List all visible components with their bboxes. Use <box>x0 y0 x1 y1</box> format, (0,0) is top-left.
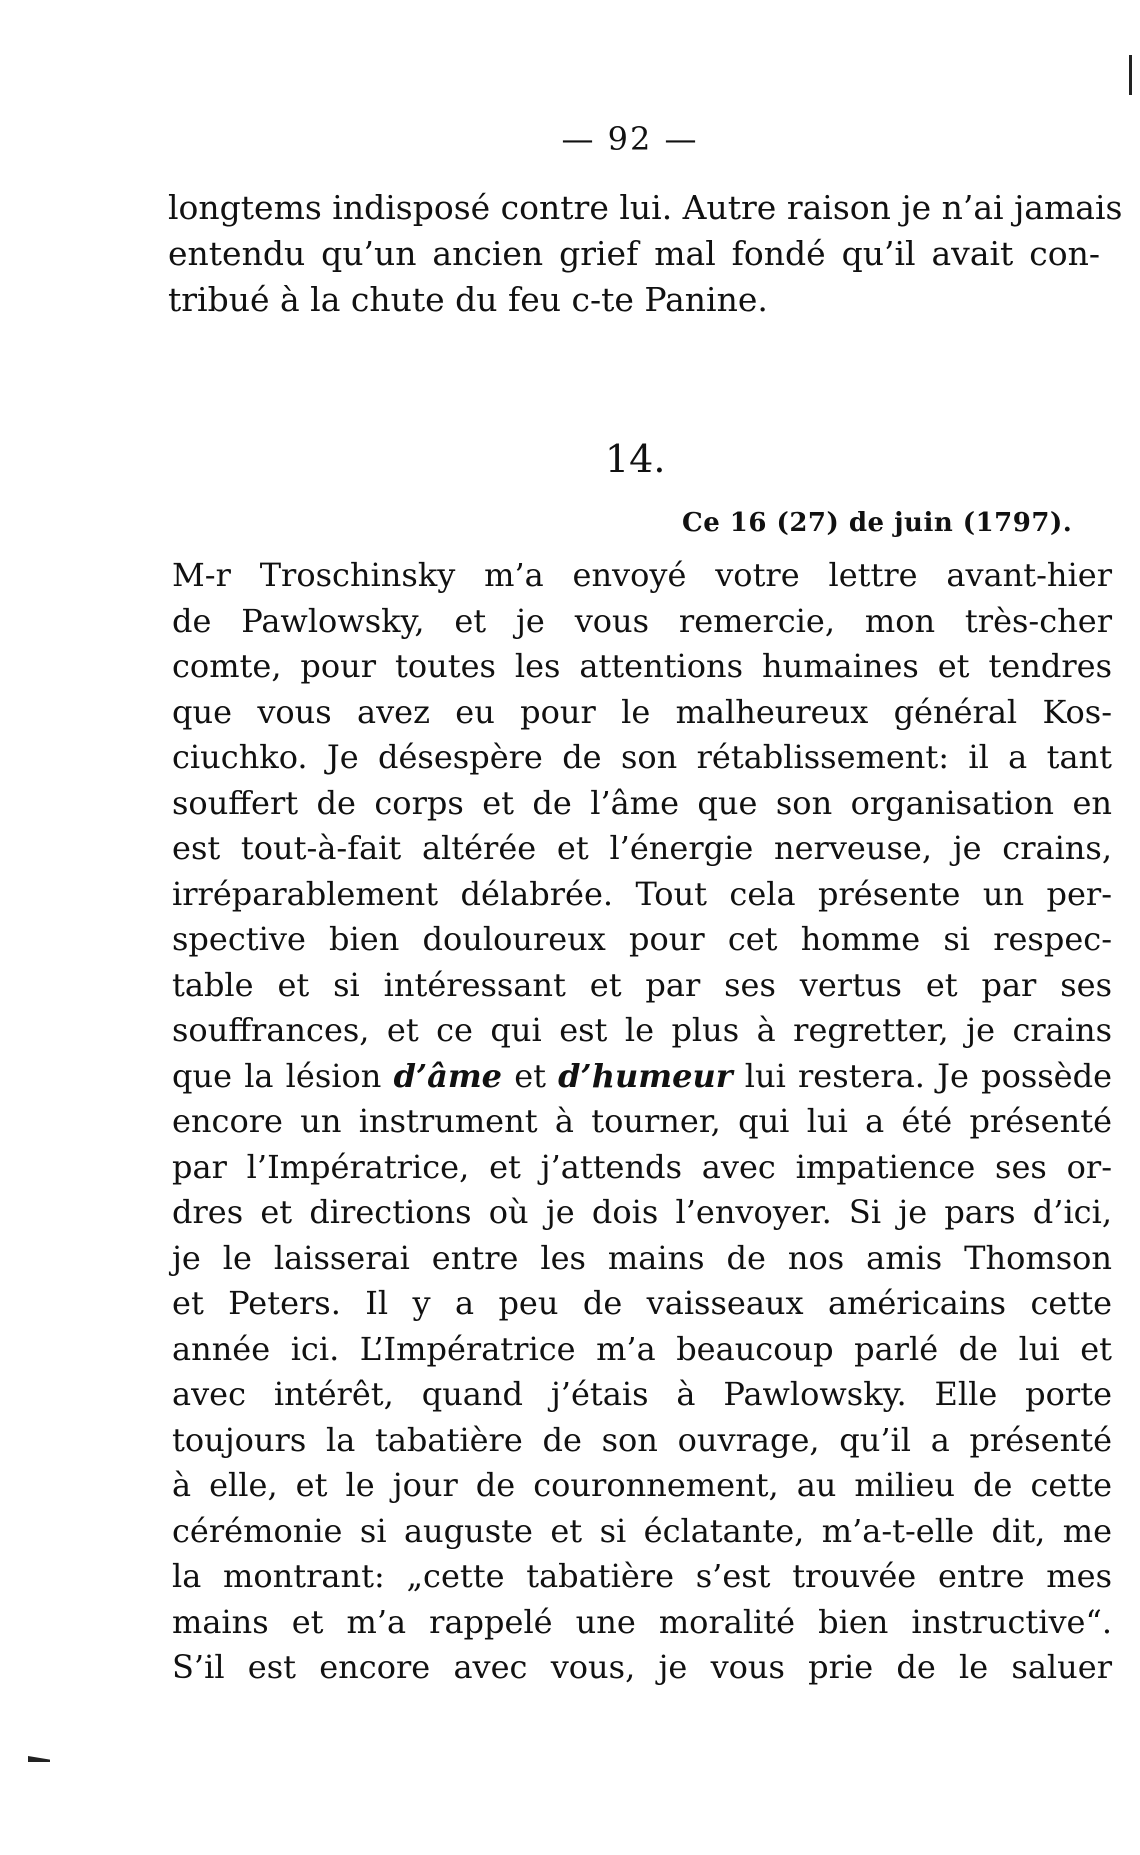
italic-term: d’humeur <box>558 1056 733 1095</box>
text-line: S’il est encore avec vous, je vous prie de le saluer <box>172 1648 1112 1686</box>
text-line: toujours la tabatière de son ouvrage, qu’il a présenté <box>172 1420 1112 1459</box>
line-suffix: lui restera. Je possède <box>744 1056 1113 1095</box>
text-line: spective bien douloureux pour cet homme si respec- <box>172 920 1112 958</box>
catchword-mark <box>28 1756 50 1762</box>
text-line: comte, pour toutes les attentions humaines et tendres <box>172 647 1112 685</box>
text-line: longtems indisposé contre lui. Autre raison je n’ai jamais <box>168 188 1123 227</box>
page-edge-mark <box>1129 55 1132 95</box>
italic-term: d’âme <box>393 1056 503 1095</box>
text-line: mains et m’a rappelé une moralité bien instructive“. <box>172 1602 1112 1641</box>
text-line: souffrances, et ce qui est le plus à regretter, je crains <box>172 1011 1112 1049</box>
text-line: est tout-à-fait altérée et l’énergie nerveuse, je crains, <box>172 829 1112 867</box>
text-line: souffert de corps et de l’âme que son organisation en <box>172 783 1112 822</box>
text-line: M-r Troschinsky m’a envoyé votre lettre avant-hier <box>172 556 1112 594</box>
text-line: de Pawlowsky, et je vous remercie, mon très-cher <box>172 601 1112 640</box>
letter-body <box>172 553 1112 1691</box>
text-line: entendu qu’un ancien grief mal fondé qu’il avait con- <box>168 234 1100 273</box>
text-line: que vous avez eu pour le malheureux général Kos- <box>172 692 1112 731</box>
section-number: 14. <box>605 437 666 481</box>
text-line: dres et directions où je dois l’envoyer. Si je pars d’ici, <box>172 1193 1112 1231</box>
text-line: par l’Impératrice, et j’attends avec impatience ses or- <box>172 1147 1112 1186</box>
text-line: encore un instrument à tourner, qui lui a été présenté <box>172 1102 1112 1140</box>
text-line: la montrant: „cette tabatière s’est trouvée entre mes <box>172 1557 1112 1595</box>
text-line-with-italics <box>172 1054 1112 1100</box>
text-line: et Peters. Il y a peu de vaisseaux américains cette <box>172 1284 1112 1322</box>
letter-dateline: Ce 16 (27) de juin (1797). <box>682 508 1073 538</box>
text-line: avec intérêt, quand j’étais à Pawlowsky. Elle porte <box>172 1375 1112 1413</box>
text-line: tribué à la chute du feu c-te Panine. <box>168 280 768 319</box>
text-line: cérémonie si auguste et si éclatante, m’a-t-elle dit, me <box>172 1511 1112 1550</box>
line-mid: et <box>514 1056 546 1095</box>
text-line: table et si intéressant et par ses vertus et par ses <box>172 965 1112 1004</box>
page-number: — 92 — <box>561 120 699 158</box>
text-line: ciuchko. Je désespère de son rétablissement: il a tant <box>172 738 1112 776</box>
line-prefix: que la lésion <box>172 1056 382 1095</box>
text-line: je le laisserai entre les mains de nos amis Thomson <box>172 1238 1112 1277</box>
text-line: année ici. L’Impératrice m’a beaucoup parlé de lui et <box>172 1329 1112 1368</box>
text-line: à elle, et le jour de couronnement, au milieu de cette <box>172 1466 1112 1504</box>
paragraph-top <box>168 185 1123 323</box>
text-line: irréparablement délabrée. Tout cela présente un per- <box>172 874 1112 913</box>
